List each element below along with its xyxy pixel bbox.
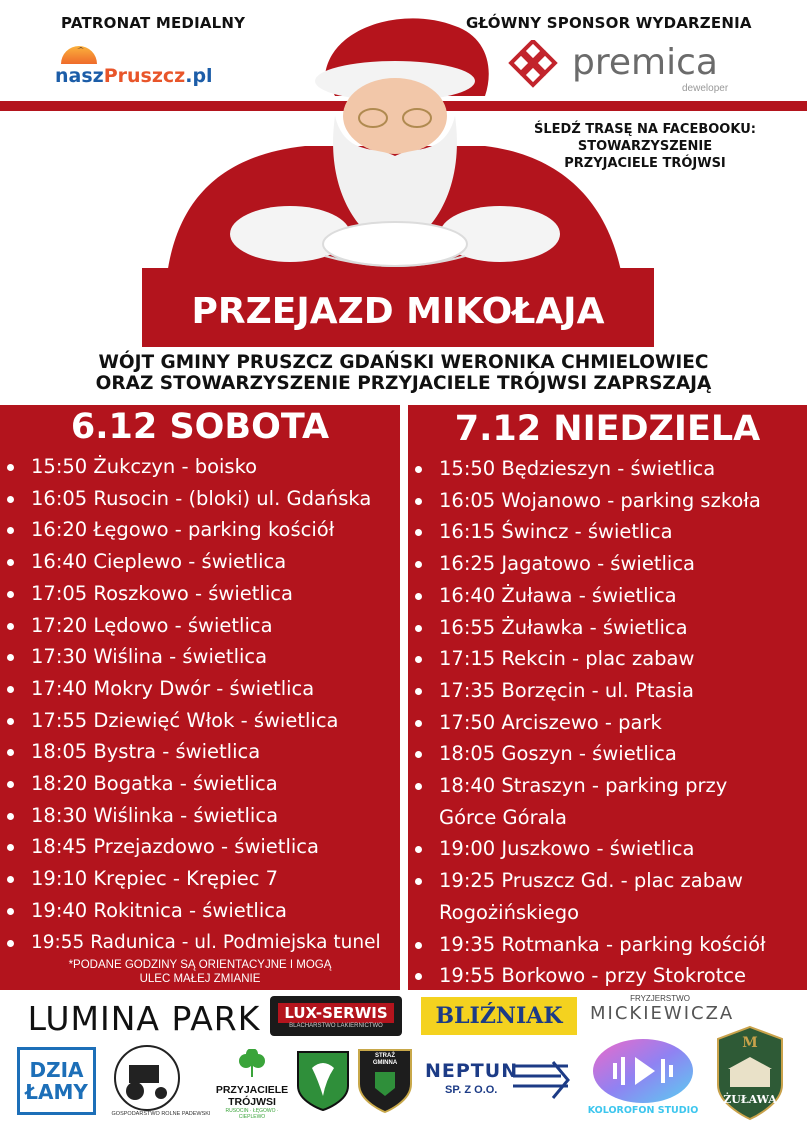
facebook-note-line3: PRZYJACIELE TRÓJWSI (564, 156, 726, 171)
sunday-stop (408, 770, 766, 833)
sunday-stop (408, 643, 766, 675)
kolorofon-text: KOLOROFON STUDIO (587, 1105, 699, 1116)
sunday-stop-line: Górce Górala (439, 805, 567, 829)
pruszcz-text: Pruszcz (103, 65, 186, 87)
sunday-stop (408, 707, 766, 739)
saturday-column (0, 405, 400, 990)
straz-line2: GMINNA (372, 1060, 398, 1066)
fryzjerstwo-text: FRYZJERSTWO (630, 994, 690, 1003)
sunday-stop-line: 18:40 Straszyn - parking przy (439, 774, 728, 798)
lux-serwis-sub: BLACHARSTWO LAKIERNICTWO (289, 1023, 383, 1029)
sunday-stop-line: 15:50 Będzieszyn - świetlica (439, 457, 716, 480)
neptun-text: NEPTUN (425, 1060, 519, 1082)
saturday-stop: 16:20 Łęgowo - parking kościół (0, 514, 381, 546)
saturday-stop: 18:20 Bogatka - świetlica (0, 768, 381, 800)
gospodarstwo-text: GOSPODARSTWO ROLNE PADEWSKI (111, 1111, 211, 1117)
saturday-stop: 17:55 Dziewięć Włok - świetlica (0, 705, 381, 737)
neptun-sub: SP. Z O.O. (445, 1084, 498, 1096)
kolorofon-play-icon (587, 1037, 699, 1107)
patronat-label: PATRONAT MEDIALNY (61, 14, 246, 32)
saturday-heading: 6.12 SOBOTA (70, 407, 330, 447)
dzialamy-logo (17, 1047, 96, 1115)
lumina-park-text: LUMINA PARK (27, 998, 261, 1038)
saturday-stop: 17:30 Wiślina - świetlica (0, 641, 381, 673)
blizniak-logo (421, 997, 577, 1035)
sunday-stop (408, 929, 766, 961)
sunday-stop (408, 453, 766, 485)
facebook-note-line2: STOWARZYSZENIE (577, 139, 713, 154)
zulawa-logo (714, 1025, 786, 1121)
sunday-stop (408, 485, 766, 517)
sunday-stop-line: 16:40 Żuława - świetlica (439, 583, 677, 607)
sponsor-label: GŁÓWNY SPONSOR WYDARZENIA (466, 14, 752, 32)
sunday-stop-line: 16:05 Wojanowo - parking szkoła (439, 488, 761, 512)
mickiewicza-text: MICKIEWICZA (590, 1003, 735, 1024)
saturday-stop: 18:05 Bystra - świetlica (0, 736, 381, 768)
sunday-stop-line: 17:50 Arciszewo - park (439, 710, 662, 734)
sunday-stop-line: Rogożińskiego (439, 900, 580, 924)
saturday-stop: 17:05 Roszkowo - świetlica (0, 578, 381, 610)
sunday-stop (408, 960, 766, 992)
sunday-stop-line: 17:35 Borzęcin - ul. Ptasia (439, 678, 694, 702)
saturday-stop: 16:05 Rusocin - (bloki) ul. Gdańska (0, 483, 381, 515)
zulawa-text: ŻUŁAWA (723, 1093, 777, 1106)
sunday-column (408, 405, 807, 990)
saturday-schedule (0, 451, 381, 958)
saturday-stop: 17:20 Lędowo - świetlica (0, 610, 381, 642)
facebook-note-line1: ŚLEDŹ TRASĘ NA FACEBOOKU: (534, 122, 756, 137)
sunday-stop-line: 19:00 Juszkowo - świetlica (439, 837, 695, 861)
lumina-park-logo (26, 996, 262, 1040)
disclaimer-line2: ULEC MAŁEJ ZMIANIE (139, 973, 261, 985)
clover-icon (235, 1049, 269, 1079)
premica-name: premica (572, 42, 718, 83)
santa-illustration (155, 6, 635, 296)
premica-sub: deweloper (682, 83, 729, 94)
sunday-stop (408, 865, 766, 928)
saturday-stop: 17:40 Mokry Dwór - świetlica (0, 673, 381, 705)
sunday-stop (408, 612, 766, 644)
sunday-heading: 7.12 NIEDZIELA (454, 409, 761, 449)
sunday-stop (408, 548, 766, 580)
sunday-stop (408, 738, 766, 770)
gospodarstwo-logo (107, 1043, 209, 1121)
sunday-stop (408, 833, 766, 865)
saturday-stop: 15:50 Żukczyn - boisko (0, 451, 381, 483)
sunday-stop-line: 19:55 Borkowo - przy Stokrotce (439, 964, 747, 988)
kolorofon-logo (587, 1037, 699, 1123)
nasz-text: nasz (55, 65, 104, 87)
saturday-stop: 16:40 Cieplewo - świetlica (0, 546, 381, 578)
schedule-disclaimer (30, 958, 370, 986)
przyjaciele-logo (212, 1049, 292, 1121)
tractor-icon (107, 1043, 209, 1113)
straz-line1: STRAŻ (375, 1053, 395, 1059)
event-title: PRZEJAZD MIKOŁAJA (191, 291, 605, 332)
lux-serwis-text: LUX-SERWIS (278, 1003, 393, 1023)
saturday-stop: 19:10 Krępiec - Krępiec 7 (0, 863, 381, 895)
sunday-stop-line: 18:05 Goszyn - świetlica (439, 742, 677, 766)
neptun-logo (423, 1060, 573, 1102)
dzialamy-line1: DZIA (29, 1058, 84, 1082)
sunday-stop-line: 16:55 Żuławka - świetlica (439, 615, 688, 639)
invitation-text (0, 352, 807, 394)
sunday-stop-line: 17:15 Rekcin - plac zabaw (439, 647, 695, 671)
sunday-stop-line: 16:25 Jagatowo - świetlica (439, 552, 695, 576)
saturday-stop: 18:30 Wiślinka - świetlica (0, 800, 381, 832)
invitation-line2: ORAZ STOWARZYSZENIE PRZYJACIELE TRÓJWSI ZAPRSZAJĄ (95, 373, 712, 394)
mickiewicza-logo (590, 994, 735, 1034)
sunday-stop-line: 19:25 Pruszcz Gd. - plac zabaw (439, 869, 743, 893)
blizniak-text: BLIŹNIAK (435, 1003, 563, 1029)
przyjaciele-line1: PRZYJACIELE (215, 1084, 289, 1096)
przyjaciele-sub: RUSOCIN · ŁĘGOWO · CIEPLEWO (225, 1108, 279, 1120)
sunday-stop (408, 580, 766, 612)
gmina-crest-icon (296, 1050, 350, 1112)
saturday-stop: 19:40 Rokitnica - świetlica (0, 895, 381, 927)
sunday-stop (408, 675, 766, 707)
sunday-stop-line: 16:15 Świncz - świetlica (439, 520, 673, 544)
lux-serwis-logo (270, 996, 402, 1036)
pl-text: .pl (185, 65, 213, 87)
disclaimer-line1: *PODANE GODZINY SĄ ORIENTACYJNE I MOGĄ (68, 959, 332, 971)
saturday-stop: 19:55 Radunica - ul. Podmiejska tunel (0, 927, 381, 959)
sunday-schedule (408, 453, 766, 992)
sunday-stop-line: 19:35 Rotmanka - parking kościół (439, 932, 766, 956)
neptun-wave-icon (513, 1060, 573, 1100)
przyjaciele-line2: TRÓJWSI (228, 1096, 276, 1108)
invitation-line1: WÓJT GMINY PRUSZCZ GDAŃSKI WERONIKA CHMIELOWIEC (98, 352, 709, 373)
dzialamy-line2: ŁAMY (25, 1080, 88, 1104)
zulawa-letter: M (742, 1035, 758, 1051)
saturday-stop: 18:45 Przejazdowo - świetlica (0, 831, 381, 863)
sunday-stop (408, 516, 766, 548)
straz-gminna-badge (355, 1046, 415, 1114)
